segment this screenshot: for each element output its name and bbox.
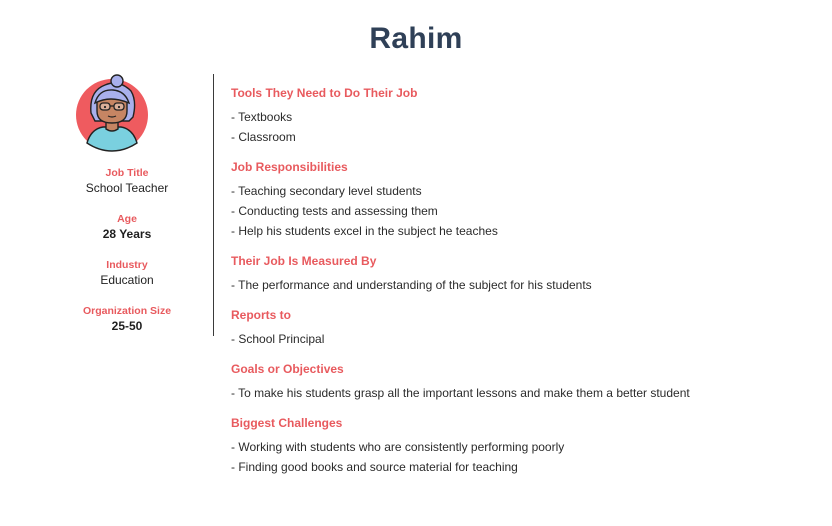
attribute-industry: [40, 259, 214, 288]
list-item: - To make his students grasp all the important lessons and make them a better student: [231, 383, 811, 403]
list-item: - Working with students who are consistently performing poorly: [231, 437, 811, 457]
avatar: [75, 73, 149, 153]
attribute-label: Industry: [106, 259, 148, 271]
attribute-label: Organization Size: [82, 305, 172, 317]
persona-name: Rahim: [369, 22, 463, 55]
column-divider: [213, 74, 214, 336]
section-challenges: [231, 415, 811, 477]
attribute-label: Job Title: [105, 167, 149, 179]
attribute-organization-size: [40, 305, 214, 334]
section-title: Goals or Objectives: [231, 362, 344, 376]
persona-details: [231, 85, 811, 489]
section-title: Biggest Challenges: [231, 416, 343, 430]
section-reports-to: [231, 307, 811, 349]
section-responsibilities: [231, 159, 811, 241]
section-title: Tools They Need to Do Their Job: [231, 86, 418, 100]
attribute-age: [40, 213, 214, 242]
attribute-value: School Teacher: [85, 181, 169, 195]
person-avatar-icon: [75, 73, 149, 153]
list-item: - Textbooks: [231, 107, 811, 127]
attribute-job-title: [40, 167, 214, 196]
section-title: Their Job Is Measured By: [231, 254, 377, 268]
section-tools: [231, 85, 811, 147]
list-item: - Finding good books and source material for teaching: [231, 457, 811, 477]
list-item: - School Principal: [231, 329, 811, 349]
attribute-value: Education: [100, 273, 154, 287]
list-item: - Help his students excel in the subject he teaches: [231, 221, 811, 241]
section-measured-by: [231, 253, 811, 295]
persona-attributes: [40, 167, 214, 351]
section-goals: [231, 361, 811, 403]
section-title: Reports to: [231, 308, 291, 322]
list-item: - The performance and understanding of the subject for his students: [231, 275, 811, 295]
attribute-value: 28 Years: [102, 227, 152, 241]
attribute-label: Age: [117, 213, 137, 225]
attribute-value: 25-50: [111, 319, 143, 333]
section-title: Job Responsibilities: [231, 160, 348, 174]
list-item: - Teaching secondary level students: [231, 181, 811, 201]
list-item: - Classroom: [231, 127, 811, 147]
list-item: - Conducting tests and assessing them: [231, 201, 811, 221]
